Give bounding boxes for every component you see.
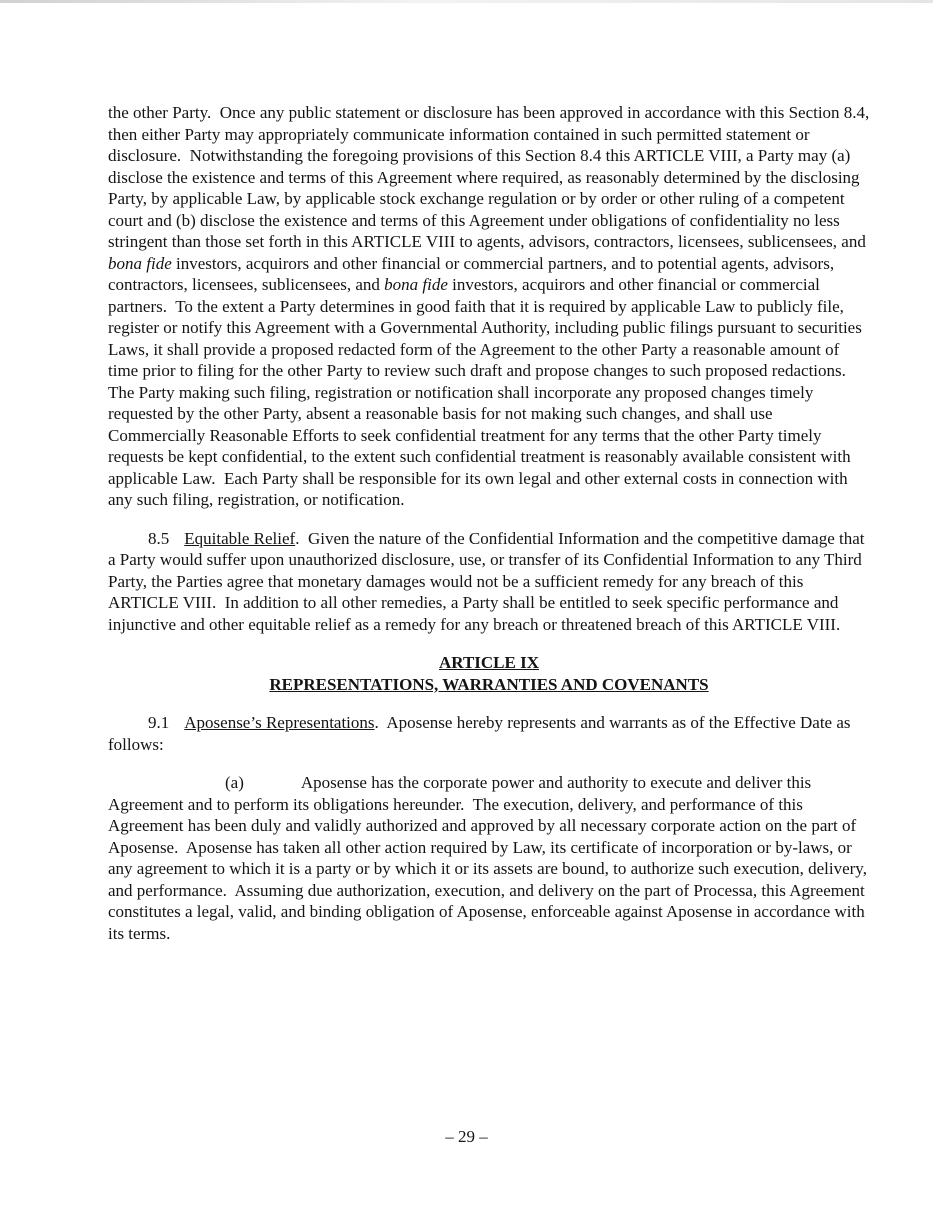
- section-number: 8.5: [148, 528, 170, 548]
- article-number-text: ARTICLE IX: [438, 653, 539, 672]
- paragraph-run: investors, acquirors and other financial or commercial partners. To the extent a Party determines in good faith that it is required by applicable Law to publicly file, register or notify this Agreement with a Governmental Authority, including public filings pursuant to securities Laws, it shall provide a proposed redacted form of the Agreement to the other Party a reasonable amount of time prior to filing for the other Party to review such draft and propose changes to such proposed redactions. The Party making such filing, registration or notification shall incorporate any proposed changes timely requested by the other Party, absent a reasonable basis for not making such changes, and shall use Commercially Reasonable Efforts to seek confidential treatment for any terms that the other Party timely requests be kept confidential, to the extent such confidential treatment is reasonably available consistent with applicable Law. Each Party shall be responsible for its own legal and other external costs in connection with any such filing, registration, or notification.: [108, 275, 867, 509]
- article-number-line: [108, 652, 870, 674]
- bona-fide-italic: bona fide: [384, 275, 448, 294]
- page-content: [108, 102, 874, 961]
- article-ix-heading: [108, 652, 870, 695]
- section-number: 9.1: [148, 713, 170, 732]
- clause-a-corporate-power: [108, 772, 870, 944]
- section-title: Equitable Relief: [184, 528, 296, 548]
- scan-edge-artifact: [0, 0, 933, 3]
- section-8-5-equitable-relief: [108, 528, 870, 636]
- section-body: . Given the nature of the Confidential Information and the competitive damage that a Party would suffer upon unauthorized disclosure, use, or transfer of its Confidential Information to any Third Party, the Parties agree that monetary damages would not be a sufficient remedy for any breach of this ARTICLE VIII. In addition to all other remedies, a Party shall be entitled to seek specific performance and injunctive and other equitable relief as a remedy for any breach or threatened breach of this ARTICLE VIII.: [108, 528, 869, 634]
- paragraph-run: investors, acquirors and other financial or commercial partners, and to potential agents, advisors, contractors, licensees, sublicensees, and: [108, 253, 839, 294]
- section-title: Aposense’s Representations: [184, 713, 375, 732]
- paragraph-public-statement-continuation: [108, 102, 874, 511]
- article-title-line: [108, 674, 870, 696]
- bona-fide-italic: bona fide: [108, 253, 172, 273]
- section-body: . Aposense hereby represents and warrants as of the Effective Date as follows:: [108, 713, 855, 754]
- page-number: – 29 –: [445, 1127, 488, 1146]
- clause-label: (a): [225, 773, 244, 792]
- article-title-text: REPRESENTATIONS, WARRANTIES AND COVENANTS: [269, 674, 709, 694]
- paragraph-run: the other Party. Once any public statement or disclosure has been approved in accordance with this Section 8.4, then either Party may appropriately communicate information contained in such permitted statement or disclosure. Notwithstanding the foregoing provisions of this Section 8.4 this ARTICLE VIII, a Party may (a) disclose the existence and terms of this Agreement where required, as reasonably determined by the disclosing Party, by applicable Law, by applicable stock exchange regulation or by order or other ruling of a competent court and (b) disclose the existence and terms of this Agreement under obligations of confidentiality no less stringent than those set forth in this ARTICLE VIII to agents, advisors, contractors, licensees, sublicensees, and: [108, 103, 874, 251]
- clause-body: Aposense has the corporate power and authority to execute and deliver this Agreement and to perform its obligations hereunder. The execution, delivery, and performance of this Agreement has been duly and validly authorized and approved by all necessary corporate action on the part of Aposense. Aposense has taken all other action required by Law, its certificate of incorporation or by-laws, or any agreement to which it is a party or by which it or its assets are bound, to authorize such execution, delivery, and performance. Assuming due authorization, execution, and delivery on the part of Processa, this Agreement constitutes a legal, valid, and binding obligation of Aposense, enforceable against Aposense in accordance with its terms.: [108, 773, 872, 943]
- section-9-1-aposense-representations: [108, 712, 870, 755]
